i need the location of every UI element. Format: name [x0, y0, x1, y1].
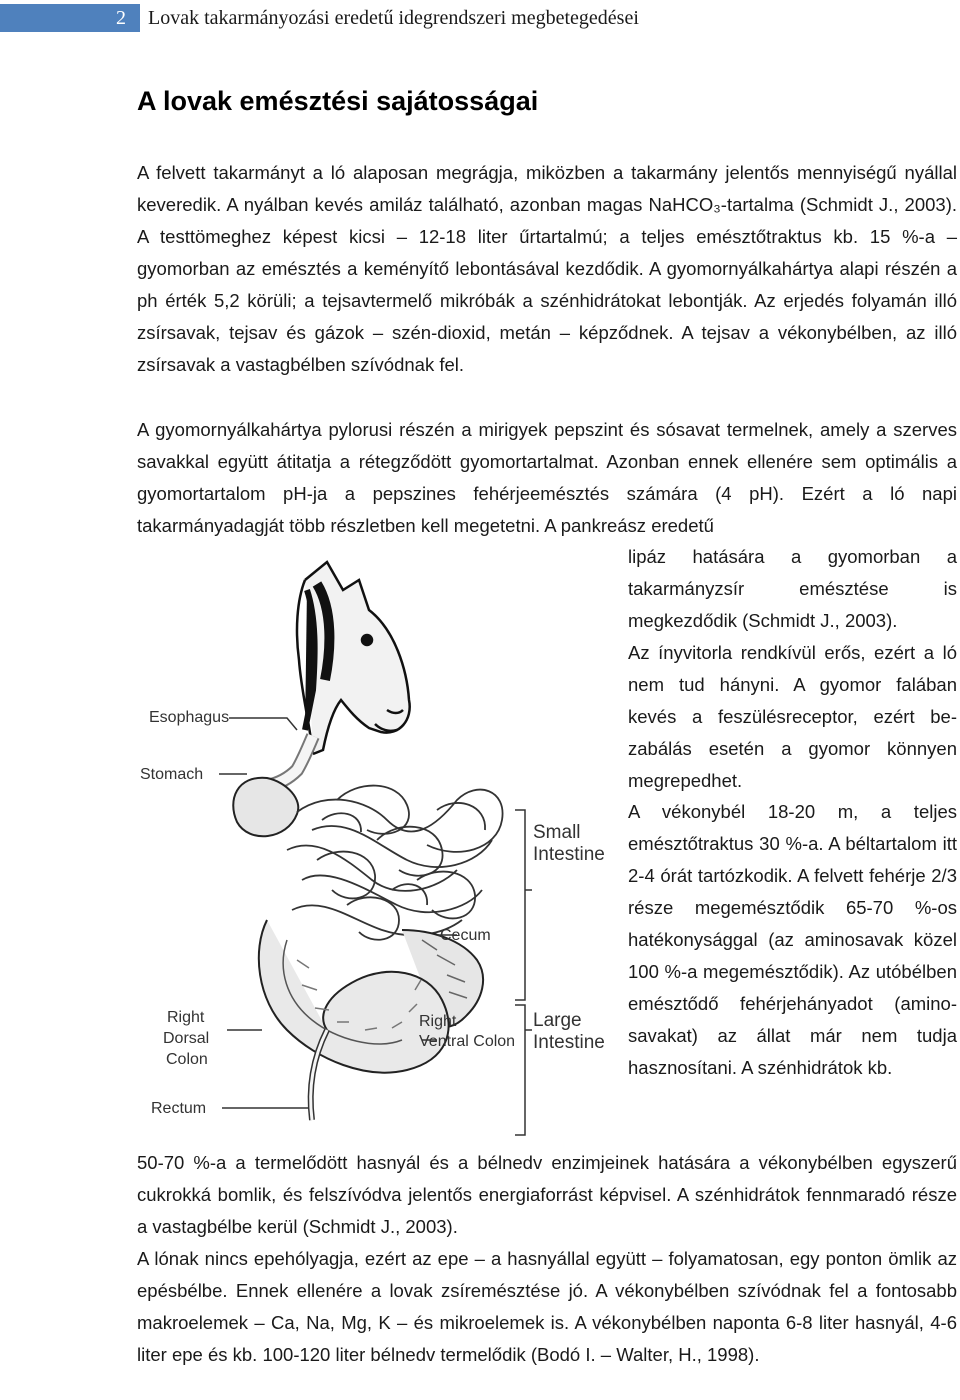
stomach-drawing: [233, 778, 298, 837]
digestive-tract-illustration: [137, 560, 615, 1140]
paragraph-4-continued: 50-70 %-a a termelődött hasnyál és a bélnedv enzimjeinek hatására a vékonybélben egyszerű cukrokká bomlik, és felszívódva jelentős energiaforrást képvisel. A szénhidrátok fennmaradó része a vastagbélbe kerül (Schmidt J., 2003).: [137, 1152, 957, 1237]
label-rectum: Rectum: [151, 1100, 207, 1117]
label-right-dorsal-line3: Colon: [166, 1051, 208, 1068]
horse-digestive-figure: [137, 560, 615, 1140]
paragraph-5: A lónak nincs epehólyagja, ezért az epe – a hasnyállal együtt – folyamatosan, egy ponton ömlik az epésbélbe. Ennek ellenére a lovak zsíremésztése jó. A vékonybélben szívódnak fel a fontosabb makroelemek – Ca, Na, Mg, K – és mikroelemek is. A vékonybélben naponta 6-8 liter hasnyál, 4-6 liter epe és kb. 100-120 liter bélnedv termelődik (Bodó I. – Walter, H., 1998).: [137, 1248, 957, 1365]
small-intestine-drawing: [287, 786, 503, 940]
paragraph-2-side: lipáz hatására a gyomorban a takarmányzsír emésztése is megkezdődik (Schmidt J., 2003).: [628, 546, 957, 631]
page-header: [0, 0, 960, 36]
running-title: Lovak takarmányozási eredetű idegrendszeri megbetegedései: [148, 7, 639, 29]
page-number: 2: [0, 4, 140, 32]
paragraph-2: A gyomornyálkahártya pylorusi részén a mirigyek pepszint és sósavat termelnek, amely a szerves savakkal együtt átitatja a rétegződött gyomortartalmat. Azonban ennek ellenére sem optimális a gyomortartalom pH-ja a pepszines fehérjeemésztés számára (4 pH). Ezért a ló napi takarmányadagját több részletben kell megetetni. A pankreász eredetű: [137, 419, 957, 536]
label-stomach: Stomach: [140, 766, 204, 783]
section-title: A lovak emésztési sajátosságai: [137, 86, 539, 116]
label-right-ventral-line1: Right: [419, 1013, 457, 1030]
label-right-ventral-line2: Ventral Colon: [419, 1033, 516, 1050]
paragraph-4-side: A vékonybél 18-20 m, a teljes emésztőtraktus 30 %-a. A béltartalom itt 2-4 órát tartózkodik. A felvett fehérje 2/3 része megemésztődik 65-70 %-os hatékonysággal (az aminosavak közel 100 %-a megemésztődik). Az utóbélben emésztődő fehérjehányadot (amino-savakat) az állat már nem tudja hasznosítani. A szénhidrátok kb.: [628, 801, 957, 1078]
horse-head-drawing: [297, 562, 410, 754]
label-large-intestine-line2: Intestine: [533, 1032, 605, 1053]
label-small-intestine-line2: Intestine: [533, 844, 605, 865]
label-right-dorsal-line1: Right: [167, 1009, 205, 1026]
esophagus-drawing: [267, 736, 313, 786]
paragraph-3-side: Az ínyvitorla rendkívül erős, ezért a ló nem tud hányni. A gyomor falában kevés a feszülésreceptor, ezért be-zabálás esetén a gyomor könnyen megrepedhet.: [628, 642, 957, 791]
paragraph-1: A felvett takarmányt a ló alaposan megrágja, miközben a takarmány jelentős mennyiségű nyállal keveredik. A nyálban kevés amiláz található, azonban magas NaHCO₃-tartalma (Schmidt J., 2003). A testtömeghez képest kicsi – 12-18 liter űrtartalmú; a teljes emésztőtraktus kb. 15 %-a – gyomorban az emésztés a keményítő lebontásával kezdődik. A gyomornyálkahártya alapi részén a ph érték 5,2 körüli; a tejsavtermelő mikróbák a szénhidrátokat lebontják. Az erjedés folyamán illó zsírsavak, tejsav és gázok – szén-dioxid, metán – képződnek. A tejsav a vékonybélben, az illó zsírsavak a vastagbélben szívódnak fel.: [137, 162, 957, 375]
label-small-intestine-line1: Small: [533, 822, 581, 843]
label-cecum: Cecum: [440, 927, 491, 944]
label-esophagus: Esophagus: [149, 709, 230, 726]
label-large-intestine-line1: Large: [533, 1010, 582, 1031]
label-right-dorsal-line2: Dorsal: [163, 1030, 210, 1047]
